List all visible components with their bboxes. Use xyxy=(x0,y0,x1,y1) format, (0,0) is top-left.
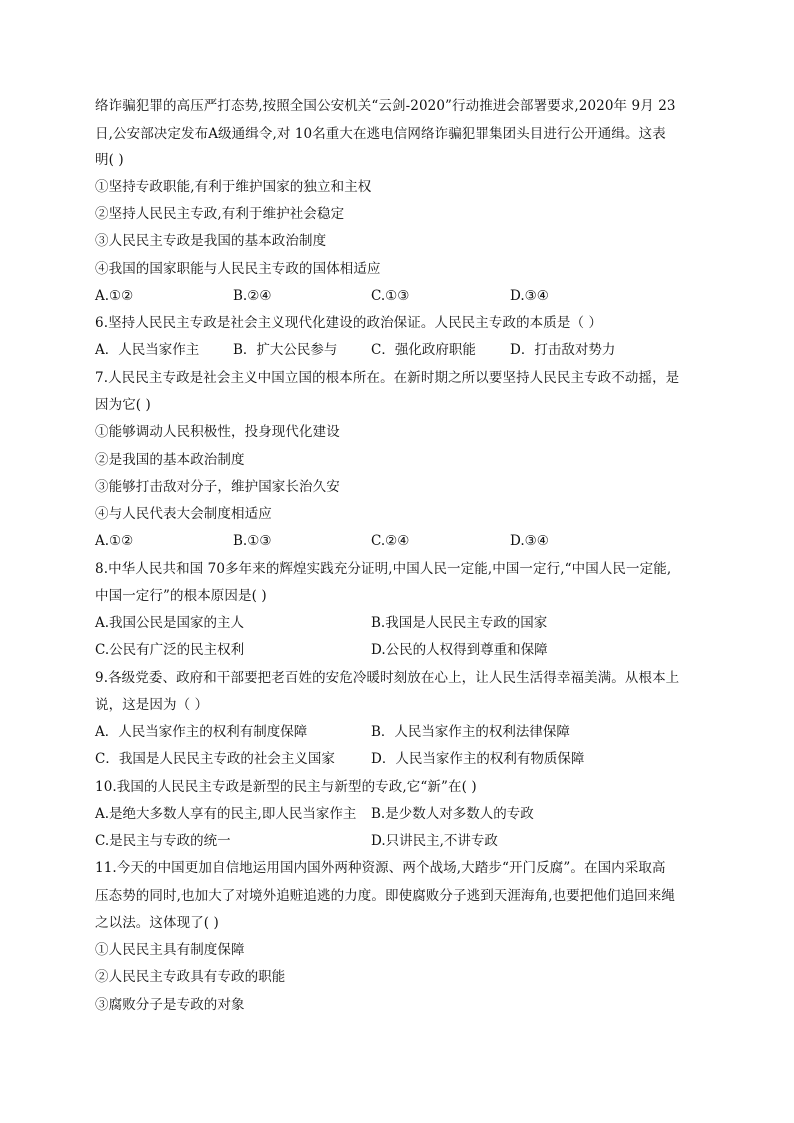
q8-option-b: B.我国是人民民主专政的国家 xyxy=(371,615,548,631)
q7-stem-line-2: 因为它( ) xyxy=(95,397,151,413)
q9-option-b: B．人民当家作主的权利法律保障 xyxy=(371,724,570,740)
q7-option-d: D.③④ xyxy=(510,533,549,549)
q8-option-d: D.公民的人权得到尊重和保障 xyxy=(371,642,548,658)
q11-statement-3: ③腐败分子是专政的对象 xyxy=(95,997,245,1013)
q7-option-b: B.①③ xyxy=(233,533,272,549)
q5-statement-3: ③人民民主专政是我国的基本政治制度 xyxy=(95,233,327,249)
q8-option-c: C.公民有广泛的民主权利 xyxy=(95,642,245,658)
q8-stem-line-1: 8.中华人民共和国 70多年来的辉煌实践充分证明,中国人民一定能,中国一定行,“中国人民一定能, xyxy=(95,561,672,577)
q6-option-c: C．强化政府职能 xyxy=(371,342,476,358)
q7-statement-3: ③能够打击敌对分子，维护国家长治久安 xyxy=(95,479,340,495)
q5-option-d: D.③④ xyxy=(510,288,549,304)
q5-option-a: A.①② xyxy=(95,288,134,304)
q7-statement-4: ④与人民代表大会制度相适应 xyxy=(95,506,272,522)
q5-statement-2: ②坚持人民民主专政,有利于维护社会稳定 xyxy=(95,206,345,222)
q10-option-d: D.只讲民主,不讲专政 xyxy=(371,833,498,849)
q11-statement-1: ①人民民主具有制度保障 xyxy=(95,942,245,958)
q6-option-a: A．人民当家作主 xyxy=(95,342,200,358)
q11-stem-line-2: 压态势的同时,也加大了对境外追赃追逃的力度。即使腐败分子逃到天涯海角,也要把他们追回来绳 xyxy=(95,888,675,904)
q5-stem-line-1: 络诈骗犯罪的高压严打态势,按照全国公安机关“云剑-2020”行动推进会部署要求,2020年 9月 23 xyxy=(95,98,676,114)
q10-stem: 10.我国的人民民主专政是新型的民主与新型的专政,它“新”在( ) xyxy=(95,779,477,795)
q5-statement-1: ①坚持专政职能,有利于维护国家的独立和主权 xyxy=(95,179,372,195)
q5-option-c: C.①③ xyxy=(371,288,410,304)
q9-option-a: A．人民当家作主的权利有制度保障 xyxy=(95,724,308,740)
q9-option-d: D．人民当家作主的权利有物质保障 xyxy=(371,751,585,767)
q7-statement-1: ①能够调动人民积极性，投身现代化建设 xyxy=(95,424,340,440)
q7-option-a: A.①② xyxy=(95,533,134,549)
q10-option-a: A.是绝大多数人享有的民主,即人民当家作主 xyxy=(95,806,357,822)
q6-stem: 6.坚持人民民主专政是社会主义现代化建设的政治保证。人民民主专政的本质是（ ） xyxy=(95,315,603,331)
q5-stem-line-3: 明( ) xyxy=(95,152,124,168)
q9-stem-line-2: 说，这是因为（ ） xyxy=(95,697,209,713)
q8-option-a: A.我国公民是国家的主人 xyxy=(95,615,245,631)
q11-statement-2: ②人民民主专政具有专政的职能 xyxy=(95,969,286,985)
q5-option-b: B.②④ xyxy=(233,288,272,304)
q7-stem-line-1: 7.人民民主专政是社会主义中国立国的根本所在。在新时期之所以要坚持人民民主专政不动摇，是 xyxy=(95,370,680,386)
q11-stem-line-1: 11.今天的中国更加自信地运用国内国外两种资源、两个战场,大踏步“开门反腐”。在国内采取高 xyxy=(95,860,666,876)
q9-option-c: C．我国是人民民主专政的社会主义国家 xyxy=(95,751,335,767)
q7-option-c: C.②④ xyxy=(371,533,410,549)
q6-option-d: D．打击敌对势力 xyxy=(510,342,616,358)
q5-stem-line-2: 日,公安部决定发布A级通缉令,对 10名重大在逃电信网络诈骗犯罪集团头目进行公开通缉。这表 xyxy=(95,126,666,142)
q10-option-c: C.是民主与专政的统一 xyxy=(95,833,231,849)
q8-stem-line-2: 中国一定行”的根本原因是( ) xyxy=(95,588,267,604)
q5-statement-4: ④我国的国家职能与人民民主专政的国体相适应 xyxy=(95,261,381,277)
q7-statement-2: ②是我国的基本政治制度 xyxy=(95,452,245,468)
q11-stem-line-3: 之以法。这体现了( ) xyxy=(95,915,219,931)
q6-option-b: B．扩大公民参与 xyxy=(233,342,338,358)
q10-option-b: B.是少数人对多数人的专政 xyxy=(371,806,534,822)
q9-stem-line-1: 9.各级党委、政府和干部要把老百姓的安危冷暖时刻放在心上，让人民生活得幸福美满。从根本上 xyxy=(95,670,680,686)
